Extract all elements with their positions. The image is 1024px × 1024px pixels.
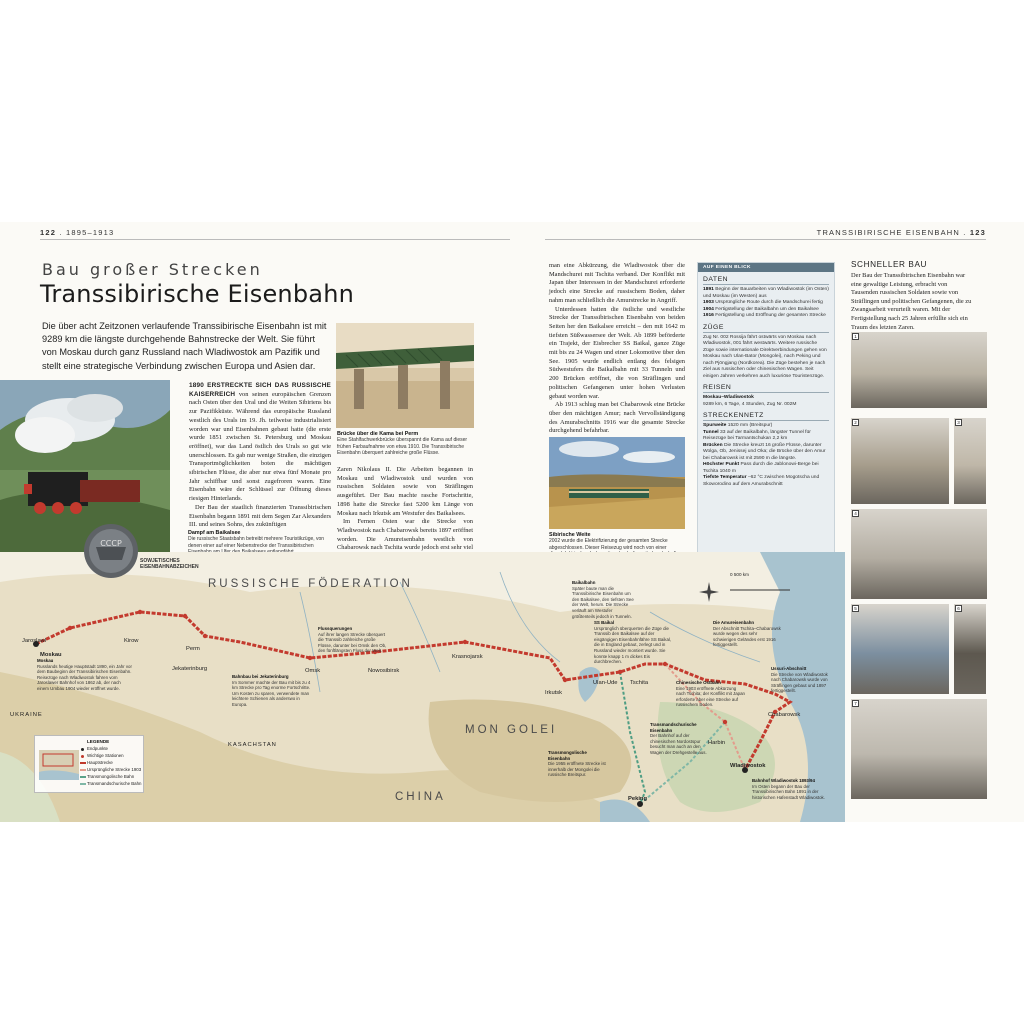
fact-box-network-heading: STRECKENNETZ xyxy=(703,412,829,421)
city-label: Harbin xyxy=(708,740,726,746)
note-ussuri xyxy=(771,666,837,694)
train-caption-title: Dampf am Baikalsee xyxy=(188,530,241,536)
fact-box-network xyxy=(698,423,834,488)
left-page-number: 122 xyxy=(40,228,57,237)
right-running-head-text: TRANSSIBIRISCHE EISENBAHN xyxy=(816,228,961,237)
fact-box-trains-text: Zug Nr. 002 Rossija fährt ostwärts von Moskau nach Wladiwostok, 001 fährt westwärts. Weitere russische Züge sowie internationale Direktverbindungen gehen von Moskau nach Ulan-Bator (Mongolei), nach Peking und nach Pjöngjang (Nordkorea). Die Züge bestehen je nach Ziel aus russischen oder chinesischen Wagen. Seit einigen Jahren verkehren auch luxuriöse Touristenzüge. xyxy=(703,334,827,379)
legend-item: Endpunkte xyxy=(87,746,108,751)
body-col3-p1: man eine Abkürzung, die Wladiwostok über die Mandschurei mit Tschita verband. Der Konflikt mit Japan über Interessen in der Mandschurei erforderte jedoch eine Strecke auf russischem Boden, daher nahm man schließlich die Amurstrecke in Angriff. xyxy=(549,262,685,304)
left-running-head-text: 1895–1913 xyxy=(65,228,115,237)
fact-box-trains-heading: ZÜGE xyxy=(703,324,829,333)
body-col1-p1: von seinen europäischen Grenzen nach Osten über den Ural und die Weiten Sibiriens bis zur Pazifikküste. Während das europäische Russland westlich des Urals im 19. Jh. teilweise industrialisiert worden war und Eisenbahnen gebaut hatte (die erste wurde 1851 zwischen St. Petersburg und Moskau eröffnet), war das Land östlich des Urals so gut wie unerschlossen. Es gab nur wenige Straßen, die einzigen Transportmöglichkeiten boten die mächtigen sibirischen Flüsse, die aber nur etwa fünf Monate pro Jahr schiffbar und sonst zugefroren waren. Eine Eisenbahn wäre der Schlüssel zur Öffnung dieses riesigen Hinterlands. xyxy=(189,390,331,503)
legend-item: Wichtige Stationen xyxy=(87,753,124,758)
note-jekaterinburg xyxy=(232,674,312,708)
fact-box-travel-route: Moskau–Wladiwostok xyxy=(703,395,754,400)
note-transmanchurian xyxy=(650,722,712,756)
legend-swatch xyxy=(81,748,84,751)
note-ussuri-text: Die Strecke von Wladiwostok nach Chabarowsk wurde von Sträflingen gebaut und 1897 fertiggestellt. xyxy=(771,671,828,694)
body-col3-p3: Ab 1913 schlug man bei Chabarowsk eine Brücke über den mächtigen Amur; nach Vervollständigung des Amurabschnitts 1916 war die gesamte Strecke durchgehend befahrbar. xyxy=(549,401,685,435)
map-label-ukraine: UKRAINE xyxy=(10,712,43,718)
date-text: Ursprüngliche Route durch die Mandschurei fertig xyxy=(715,300,823,305)
note-transmanchurian-text: Der Bahnhof auf der chinesischen Nordostspur besucht man auch an den Wagen der Drehgestelle aus. xyxy=(650,733,707,755)
badge-letters: СССР xyxy=(100,539,122,548)
city-label: Ulan-Ude xyxy=(593,680,618,686)
right-page-number: 123 xyxy=(969,228,986,237)
sidebar-photo xyxy=(851,509,987,599)
sidebar-photo-number: 2 xyxy=(852,419,859,426)
note-chinese-eastern xyxy=(676,680,746,708)
note-moskau xyxy=(37,658,133,692)
note-wladiwostok-text: Im Osten begann der Bau der Transsibirischen Bahn 1891 in der historischen Hafenstadt Wladiwostok. xyxy=(752,783,825,800)
legend-item: Transmongolische Bahn xyxy=(87,774,135,779)
note-chinese-eastern-title: Chinesische Ostbahn xyxy=(676,680,721,685)
date-text: Beginn der Bauarbeiten von Wladiwostok (im Osten) und Moskau (im Westen) aus xyxy=(703,287,829,299)
network-value: –62 °C zwischen Mogotscha und Skoworodino auf dem Amurabschnitt xyxy=(703,475,820,487)
fact-box xyxy=(697,262,835,590)
fact-box-network-row xyxy=(703,475,829,488)
legend-swatch xyxy=(80,762,86,764)
note-wladiwostok-title: Bahnhof Wladiwostok 1893/94 xyxy=(752,778,815,783)
note-moskau-text: Russlands heutige Hauptstadt 1890, ein Jahr vor dem Baubeginn der Transsibirischen Eisenbahn. Reisezüge nach Wladiwostok fahren vom Jaroslawer Bahnhof von 1862 ab, der nach einem Umbau 1904 wieder eröffnet wurde. xyxy=(37,663,132,691)
date-text: Fertigstellung der Baikalbahn um den Baikalsee xyxy=(715,306,819,312)
right-running-head: TRANSSIBIRISCHE EISENBAHN . 123 xyxy=(816,228,986,237)
city-label: Jaroslawl xyxy=(22,638,47,644)
legend-swatch xyxy=(80,769,86,771)
body-lead-caps: 1890 ERSTRECKTE SICH DAS RUSSISCHE KAISERREICH xyxy=(189,382,331,398)
note-chinese-eastern-text: Eine 1903 eröffnete Abkürzung nach Tschita; der Konflikt mit Japan erforderte aber eine Strecke auf russischem Boden. xyxy=(676,685,745,708)
body-column-3 xyxy=(549,262,685,436)
bridge-caption xyxy=(337,431,477,457)
book-spread xyxy=(0,222,1024,822)
note-jekaterinburg-title: Bahnbau bei Jekaterinburg xyxy=(232,674,289,679)
network-key: Brücken xyxy=(703,442,723,448)
note-transmanchurian-title: Transmandschurische Eisenbahn xyxy=(650,722,697,733)
city-label: Peking xyxy=(628,796,648,802)
note-flussquerungen xyxy=(318,626,390,654)
city-label: Omsk xyxy=(305,668,321,674)
note-baikalbahn xyxy=(572,580,636,619)
legend-item: Ursprüngliche Strecke 1903 xyxy=(87,767,142,772)
sidebar-photo xyxy=(851,418,949,504)
note-ss-baikal xyxy=(594,620,678,665)
fact-box-date-row xyxy=(703,313,829,320)
note-ussuri-title: Ussuri-Abschnitt xyxy=(771,666,807,671)
bridge-caption-title: Brücke über die Kama bei Perm xyxy=(337,431,419,437)
sidebar-photo xyxy=(851,699,987,799)
fact-box-network-row xyxy=(703,430,829,443)
network-key: Tiefste Temperatur xyxy=(703,475,747,480)
article-kicker: Bau großer Strecken xyxy=(42,260,263,279)
note-baikalbahn-title: Baikalbahn xyxy=(572,580,596,585)
body-col3-p2: Unterdessen hatten die östliche und westliche Strecke der Transsibirischen Eisenbahn von beiden Seiten her den Baikalsee erreicht – den mit 1642 m tiefsten Süßwassersee der Welt. Ab 1899 beförderte ein Trajekt, der Eisbrecher SS Baikal, ganze Züge mit bis zu 24 Wagen und einer Lokomotive über den See. 1905 wurde endlich entlang des felsigen Südwestufers die Baikalbahn mit 33 Tunneln und 200 Brücken eröffnet, die von Sträflingen und politischen Gefangenen unter hohen Verlusten gebaut worden war. xyxy=(549,305,685,400)
bridge-caption-text: Eine Stahlfachwerkbrücke überspannt die Kama auf dieser frühen Farbaufnahme von etwa 1910. Die Transsibirische Eisenbahn überquert zahlreiche große Flüsse. xyxy=(337,437,468,457)
train-caption-text: Die russische Staatsbahn betreibt mehrere Touristikzüge, von denen einer auf einer Nebenstrecke der Transsibirischen xyxy=(188,536,325,549)
sidebar-photo xyxy=(954,604,986,694)
siberian-steppe-photo xyxy=(549,437,685,529)
date-year: 1916 xyxy=(703,313,714,318)
badge-caption: SOWJETISCHES EISENBAHNABZEICHEN xyxy=(140,558,199,571)
sidebar-photo-number: 6 xyxy=(955,605,962,612)
soviet-railway-badge xyxy=(82,522,140,580)
network-value: 1520 mm (Breitspur) xyxy=(727,423,773,428)
legend-swatch xyxy=(81,755,84,758)
network-value: Pass durch die Jablonowi-Berge bei Tschita 1040 m xyxy=(703,462,819,474)
sidebar-photo-number: 4 xyxy=(852,510,859,517)
left-header-rule xyxy=(40,239,510,240)
note-ss-baikal-title: SS Baikal xyxy=(594,620,615,625)
legend-swatch xyxy=(80,776,86,778)
legend-minimap xyxy=(39,750,79,780)
note-baikalbahn-text: Später baute man die Transsibirische Eisenbahn um den Baikalsee, den tiefsten See der Welt, herum. Die Strecke verläuft am Westufer größtenteils jedoch in Tunneln. xyxy=(572,585,634,619)
note-ss-baikal-text: Ursprünglich überquerten die Züge die Transsib den Baikalsee auf der eisgängigen Eisenbahnfähre SS Baikal, die in England gebaut, zerlegt und in Russland wieder montiert wurde. Sie konnte knapp 1 m dickes Eis durchbrechen. xyxy=(594,625,672,665)
sidebar-photo xyxy=(851,332,987,408)
body-column-1 xyxy=(189,382,331,530)
city-label: Chabarowsk xyxy=(768,712,801,718)
kama-bridge-photo xyxy=(336,323,474,428)
city-label: Kirow xyxy=(124,638,139,644)
city-label: Nowosibirsk xyxy=(368,668,400,674)
date-year: 1904 xyxy=(703,306,714,312)
map-label-kazakhstan: KASACHSTAN xyxy=(228,742,277,748)
city-label: Perm xyxy=(186,646,200,652)
network-value: 33 auf der Baikalbahn, längster Tunnel für Reisezüge bei Tarmantschukan 2,2 km xyxy=(703,429,811,441)
note-amur xyxy=(713,620,781,648)
fact-box-dates-heading: DATEN xyxy=(703,276,829,285)
steppe-caption-text: 2002 wurde die Elektrifizierung der gesamten Strecke abgeschlossen. Dieser Reisezug wird noch von einer xyxy=(549,538,668,551)
legend-title: LEGENDE xyxy=(87,739,110,744)
sidebar-photo-number: 1 xyxy=(852,333,859,340)
article-intro: Die über acht Zeitzonen verlaufende Transsibirische Eisenbahn ist mit 9289 km die längste durchgehende Bahnstrecke der Welt. Sie führt von Moskau durch ganz Russland nach Wladiwostok am Pazifik und stellt eine strategische Verbindung zwischen Europa und Asien dar. xyxy=(42,321,327,371)
city-label: Tschita xyxy=(630,680,649,686)
note-amur-text: Der Abschnitt Tschita–Chabarowsk wurde wegen des sehr schwierigen Geländes erst 1916 fertiggestellt. xyxy=(713,625,781,648)
network-key: Spurweite xyxy=(703,423,727,428)
sidebar-text: Der Bau der Transsibirischen Eisenbahn war eine gewaltige Leistung, erbracht von Tausenden russischen Soldaten sowie von Sträflingen und politischen Gefangenen, die zu Zwangsarbeit verurteilt waren. Mit der Fertigstellung nach 25 Jahren erfüllte sich ein Traum des letzten Zaren. xyxy=(851,272,972,331)
network-key: Höchster Punkt xyxy=(703,462,740,467)
fact-box-dates xyxy=(698,287,834,320)
right-header-rule xyxy=(545,239,986,240)
note-flussquerungen-title: Flussquerungen xyxy=(318,626,353,631)
map-scale-label: 0 500 km xyxy=(730,572,749,577)
steppe-caption-title: Sibirische Weite xyxy=(549,532,591,538)
sidebar-photo-number: 3 xyxy=(955,419,962,426)
sidebar-photo-number: 5 xyxy=(852,605,859,612)
sidebar-title: SCHNELLER BAU xyxy=(851,260,928,269)
note-transmongolian-title: Transmongolische Eisenbahn xyxy=(548,750,587,761)
fact-box-travel-heading: REISEN xyxy=(703,384,829,393)
city-label: Krasnojarsk xyxy=(452,654,483,660)
network-value: Die Strecke kreuzt 16 große Flüsse, darunter Wolga, Ob, Jenissej und Oka; die Brücke über den Amur bei Chabarowsk ist mit 2590 m die längste. xyxy=(703,442,826,461)
sidebar-photo xyxy=(954,418,986,504)
note-transmongolian xyxy=(548,750,610,778)
note-transmongolian-text: Die 1955 eröffnete Strecke ist innerhalb der Mongolei die russische Breitspur. xyxy=(548,761,606,778)
map-legend xyxy=(34,735,144,793)
article-title: Transsibirische Eisenbahn xyxy=(40,280,355,308)
legend-item: Hauptstrecke xyxy=(87,760,113,765)
network-key: Tunnel xyxy=(703,429,719,435)
fact-box-network-row xyxy=(703,462,829,475)
map-label-mongolia: MON GOLEI xyxy=(465,724,558,736)
map-label-russia: RUSSISCHE FÖDERATION xyxy=(208,578,413,590)
map-label-china: CHINA xyxy=(395,791,446,803)
body-col2-p1: Zaren Nikolaus II. Die Arbeiten begannen in Moskau und Wladiwostok und wurden von russischen Soldaten sowie von Sträflingen ausgeführt. Der Bau machte rasche Fortschritte, 1898 hatte die Strecke fast 5200 km Länge von Moskau nach Irkutsk am Westufer des Baikalsees. xyxy=(337,466,473,517)
fact-box-date-row xyxy=(703,287,829,300)
date-year: 1903 xyxy=(703,300,714,305)
note-jekaterinburg-text: Im Sommer machte der Bau mit bis zu 4 km Strecke pro Tag enorme Fortschritte. Um Kosten zu sparen, verwendete man leichtere Schienen als anderswo in Europa. xyxy=(232,679,311,707)
sidebar-photo-number: 7 xyxy=(852,700,859,707)
legend-item: Transmandschurische Bahn xyxy=(87,781,142,786)
body-col1-p2: Der Bau der staatlich finanzierten Transsibirischen Eisenbahn begann 1891 mit dem Segen Zar Alexanders III. und seines Sohns, des zukünftigen xyxy=(189,503,331,529)
note-wladiwostok-station xyxy=(752,778,838,800)
sidebar-photo xyxy=(851,604,949,694)
body-col2-p2: Im Fernen Osten war die Strecke von Wladiwostok nach Chabarowsk bereits 1897 eröffnet worden. Die Amureisenbahn westlich von Chabarowsk nach Tschita wurde jedoch erst sehr viel xyxy=(337,518,474,552)
left-running-head: 122 . 1895–1913 xyxy=(40,228,115,237)
note-amur-title: Die Amureisenbahn xyxy=(713,620,755,625)
note-moskau-title: Moskau xyxy=(37,658,54,663)
note-flussquerungen-text: Auf ihrer langen Strecke überquert die Transsib zahlreiche große Flüsse, darunter bei Omsk den Ob, den fünftlängsten Fluss der Welt. xyxy=(318,631,387,654)
fact-box-travel-text: 9289 km, 6 Tage, 4 Stunden, Zug Nr. 002M xyxy=(703,401,797,407)
city-label: Moskau xyxy=(40,652,62,658)
date-year: 1891 xyxy=(703,287,714,292)
date-text: Fertigstellung und Eröffnung der gesamten Strecke xyxy=(715,313,826,318)
fact-box-header: AUF EINEN BLICK xyxy=(698,263,834,272)
city-label: Jekaterinburg xyxy=(172,666,208,672)
legend-swatch xyxy=(80,783,86,785)
city-label: Wladiwostok xyxy=(730,763,766,769)
city-label: Irkutsk xyxy=(545,690,563,696)
fact-box-network-row xyxy=(703,443,829,463)
